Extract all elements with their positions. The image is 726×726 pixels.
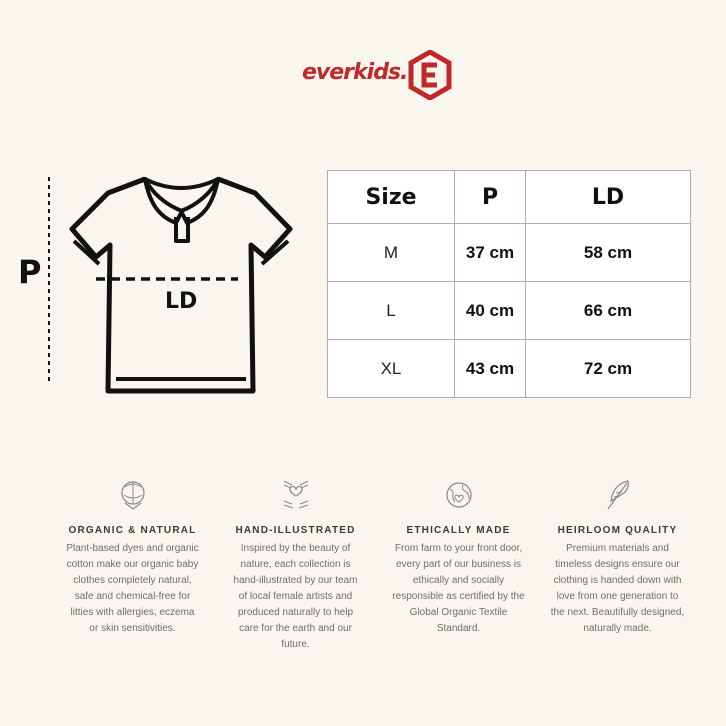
feature-line: Global Organic Textile	[409, 607, 508, 618]
ld-cell: 72 cm	[526, 340, 691, 398]
table-header-row	[328, 171, 691, 224]
size-cell: L	[328, 282, 455, 340]
feature-line: every part of our business is	[395, 559, 522, 570]
feature-line: Plant-based dyes and organic	[66, 543, 199, 554]
feature-line: Premium materials and	[566, 543, 669, 554]
feature-line: the next. Beautifully designed,	[550, 607, 685, 618]
feature-line: cotton make our organic baby	[66, 559, 199, 570]
globe-heart-icon	[439, 475, 479, 515]
feature-hand-illustrated	[213, 475, 378, 653]
brand-name: everkids.	[302, 60, 408, 85]
feature-line: Standard.	[436, 623, 481, 634]
header-size: Size	[328, 171, 455, 224]
feature-line: responsible as certified by the	[392, 591, 525, 602]
cotton-icon	[113, 475, 153, 515]
feather-icon	[598, 475, 638, 515]
feature-title: HAND-ILLUSTRATED	[235, 525, 356, 536]
p-cell: 43 cm	[455, 340, 526, 398]
ld-cell: 58 cm	[526, 224, 691, 282]
header-p: P	[455, 171, 526, 224]
feature-line: future.	[281, 639, 310, 650]
table-row	[328, 282, 691, 340]
ld-measure-label: LD	[165, 289, 198, 314]
brand-logo	[300, 50, 460, 102]
feature-line: From farm to your front door,	[394, 543, 523, 554]
brand-hexagon-icon	[408, 50, 452, 100]
feature-heirloom-quality	[535, 475, 700, 637]
size-chart-table	[327, 170, 691, 398]
p-cell: 37 cm	[455, 224, 526, 282]
feature-line: clothing is handed down with	[553, 575, 682, 586]
features-section	[50, 475, 700, 675]
feature-line: Inspired by the beauty of	[240, 543, 351, 554]
feature-description	[535, 541, 700, 637]
size-cell: XL	[328, 340, 455, 398]
feature-line: of local female artists and	[238, 591, 353, 602]
p-cell: 40 cm	[455, 282, 526, 340]
feature-title: ETHICALLY MADE	[406, 525, 511, 536]
hands-heart-icon	[276, 475, 316, 515]
feature-title: HEIRLOOM QUALITY	[557, 525, 678, 536]
feature-line: nature, each collection is	[240, 559, 351, 570]
size-cell: M	[328, 224, 455, 282]
feature-line: produced naturally to help	[237, 607, 354, 618]
feature-organic	[50, 475, 215, 637]
feature-line: care for the earth and our	[239, 623, 352, 634]
table-row	[328, 340, 691, 398]
feature-line: hand-illustrated by our team	[233, 575, 358, 586]
feature-line: litties with allergies, eczema	[70, 607, 195, 618]
feature-description	[376, 541, 541, 637]
feature-ethically-made	[376, 475, 541, 637]
feature-line: naturally made.	[583, 623, 652, 634]
feature-line: safe and chemical-free for	[74, 591, 191, 602]
polo-shirt-icon	[0, 165, 310, 405]
table-row	[328, 224, 691, 282]
feature-description	[50, 541, 215, 637]
feature-line: or skin sensitivities.	[89, 623, 176, 634]
shirt-diagram	[0, 165, 310, 405]
ld-cell: 66 cm	[526, 282, 691, 340]
feature-title: ORGANIC & NATURAL	[68, 525, 197, 536]
feature-line: clothes completely natural,	[73, 575, 192, 586]
feature-line: timeless designs ensure our	[555, 559, 680, 570]
feature-line: ethically and socially	[412, 575, 505, 586]
feature-description	[213, 541, 378, 653]
header-ld: LD	[526, 171, 691, 224]
feature-line: love from one generation to	[556, 591, 679, 602]
p-measure-label: P	[18, 253, 42, 291]
